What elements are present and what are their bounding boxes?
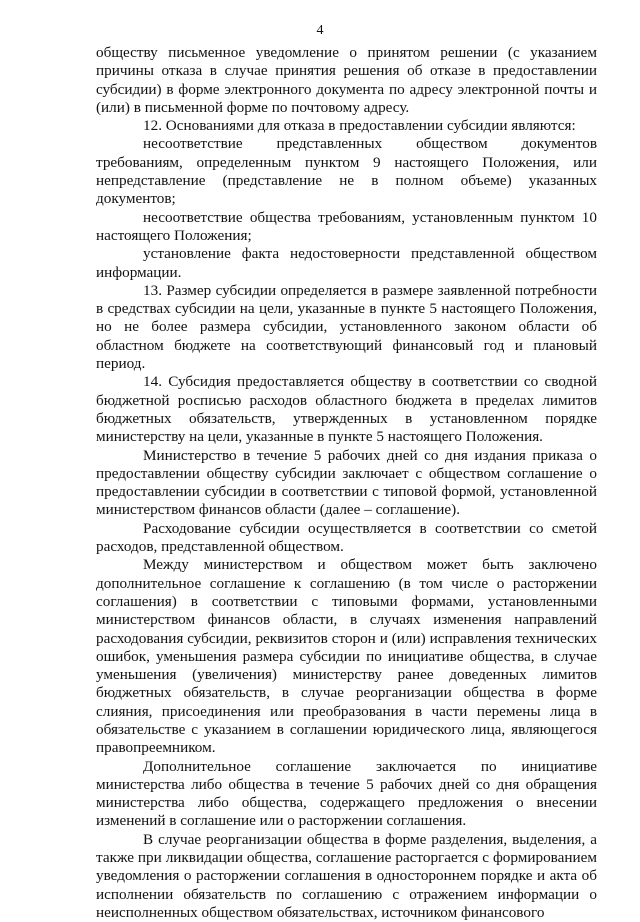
paragraph-notification: обществу письменное уведомление о принятом решении (с указанием причины отказа в случае принятия решения об отказе в предоставлении субсидии) в форме электронного документа по адресу электронной почты и (или) в письменной форме по почтовому адресу. — [96, 44, 597, 116]
paragraph-agreement-conclusion: Министерство в течение 5 рабочих дней со дня издания приказа о предоставлении обществу субсидии заключает с обществом соглашение о предоставлении субсидии в соответствии с типовой формой, установленной министерством финансов области (далее – соглашение). — [96, 446, 597, 519]
paragraph-refusal-ground-documents: несоответствие представленных обществом документов требованиям, определенным пунктом 9 настоящего Положения, или непредставление (представление не в полном объеме) указанных документов; — [96, 135, 597, 208]
paragraph-item-14: 14. Субсидия предоставляется обществу в соответствии со сводной бюджетной росписью расходов областного бюджета в пределах лимитов бюджетных обязательств, утвержденных в установленном порядке министерству на цели, указанные в пункте 5 настоящего Положения. — [96, 373, 597, 446]
document-body — [96, 44, 597, 922]
paragraph-refusal-ground-requirements: несоответствие общества требованиям, установленным пунктом 10 настоящего Положения; — [96, 208, 597, 244]
paragraph-additional-agreement: Между министерством и обществом может быть заключено дополнительное соглашение к соглашению (в том числе о расторжении соглашения) в соответствии с типовыми формами, установленными министерством финансов области, в случаях изменения направлений расходования субсидии, реквизитов сторон и (или) исправления технических ошибок, уменьшения размера субсидии по инициативе общества, в случае уменьшения (увеличения) министерству ранее доведенных лимитов бюджетных обязательств, в случае реорганизации общества в форме слияния, присоединения или преобразования в части перемены лица в обязательстве с указанием в соглашении юридического лица, являющегося правопреемником. — [96, 556, 597, 757]
paragraph-item-12: 12. Основаниями для отказа в предоставлении субсидии являются: — [143, 117, 576, 135]
paragraph-item-13: 13. Размер субсидии определяется в размере заявленной потребности в средствах субсидии на цели, указанные в пункте 5 настоящего Положения, но не более размера субсидии, установленного законом области об областном бюджете на соответствующий финансовый год и плановый период. — [96, 281, 597, 373]
page-number: 4 — [316, 23, 324, 38]
paragraph-reorganization: В случае реорганизации общества в форме разделения, выделения, а также при ликвидации общества, соглашение расторгается с формированием уведомления о расторжении соглашения в одностороннем порядке и акта об исполнении обязательств по соглашению с отражением информации о неисполненных обществом обязательствах, источником финансового — [96, 830, 597, 921]
paragraph-additional-agreement-initiative: Дополнительное соглашение заключается по инициативе министерства либо общества в течение 5 рабочих дней со дня обращения министерства либо общества, содержащего предложения о внесении изменений в соглашение или о расторжении соглашения. — [96, 757, 597, 830]
paragraph-subsidy-spending: Расходование субсидии осуществляется в соответствии со сметой расходов, представленной обществом. — [96, 519, 597, 556]
paragraph-refusal-ground-unreliable-info: установление факта недостоверности представленной обществом информации. — [96, 245, 597, 281]
